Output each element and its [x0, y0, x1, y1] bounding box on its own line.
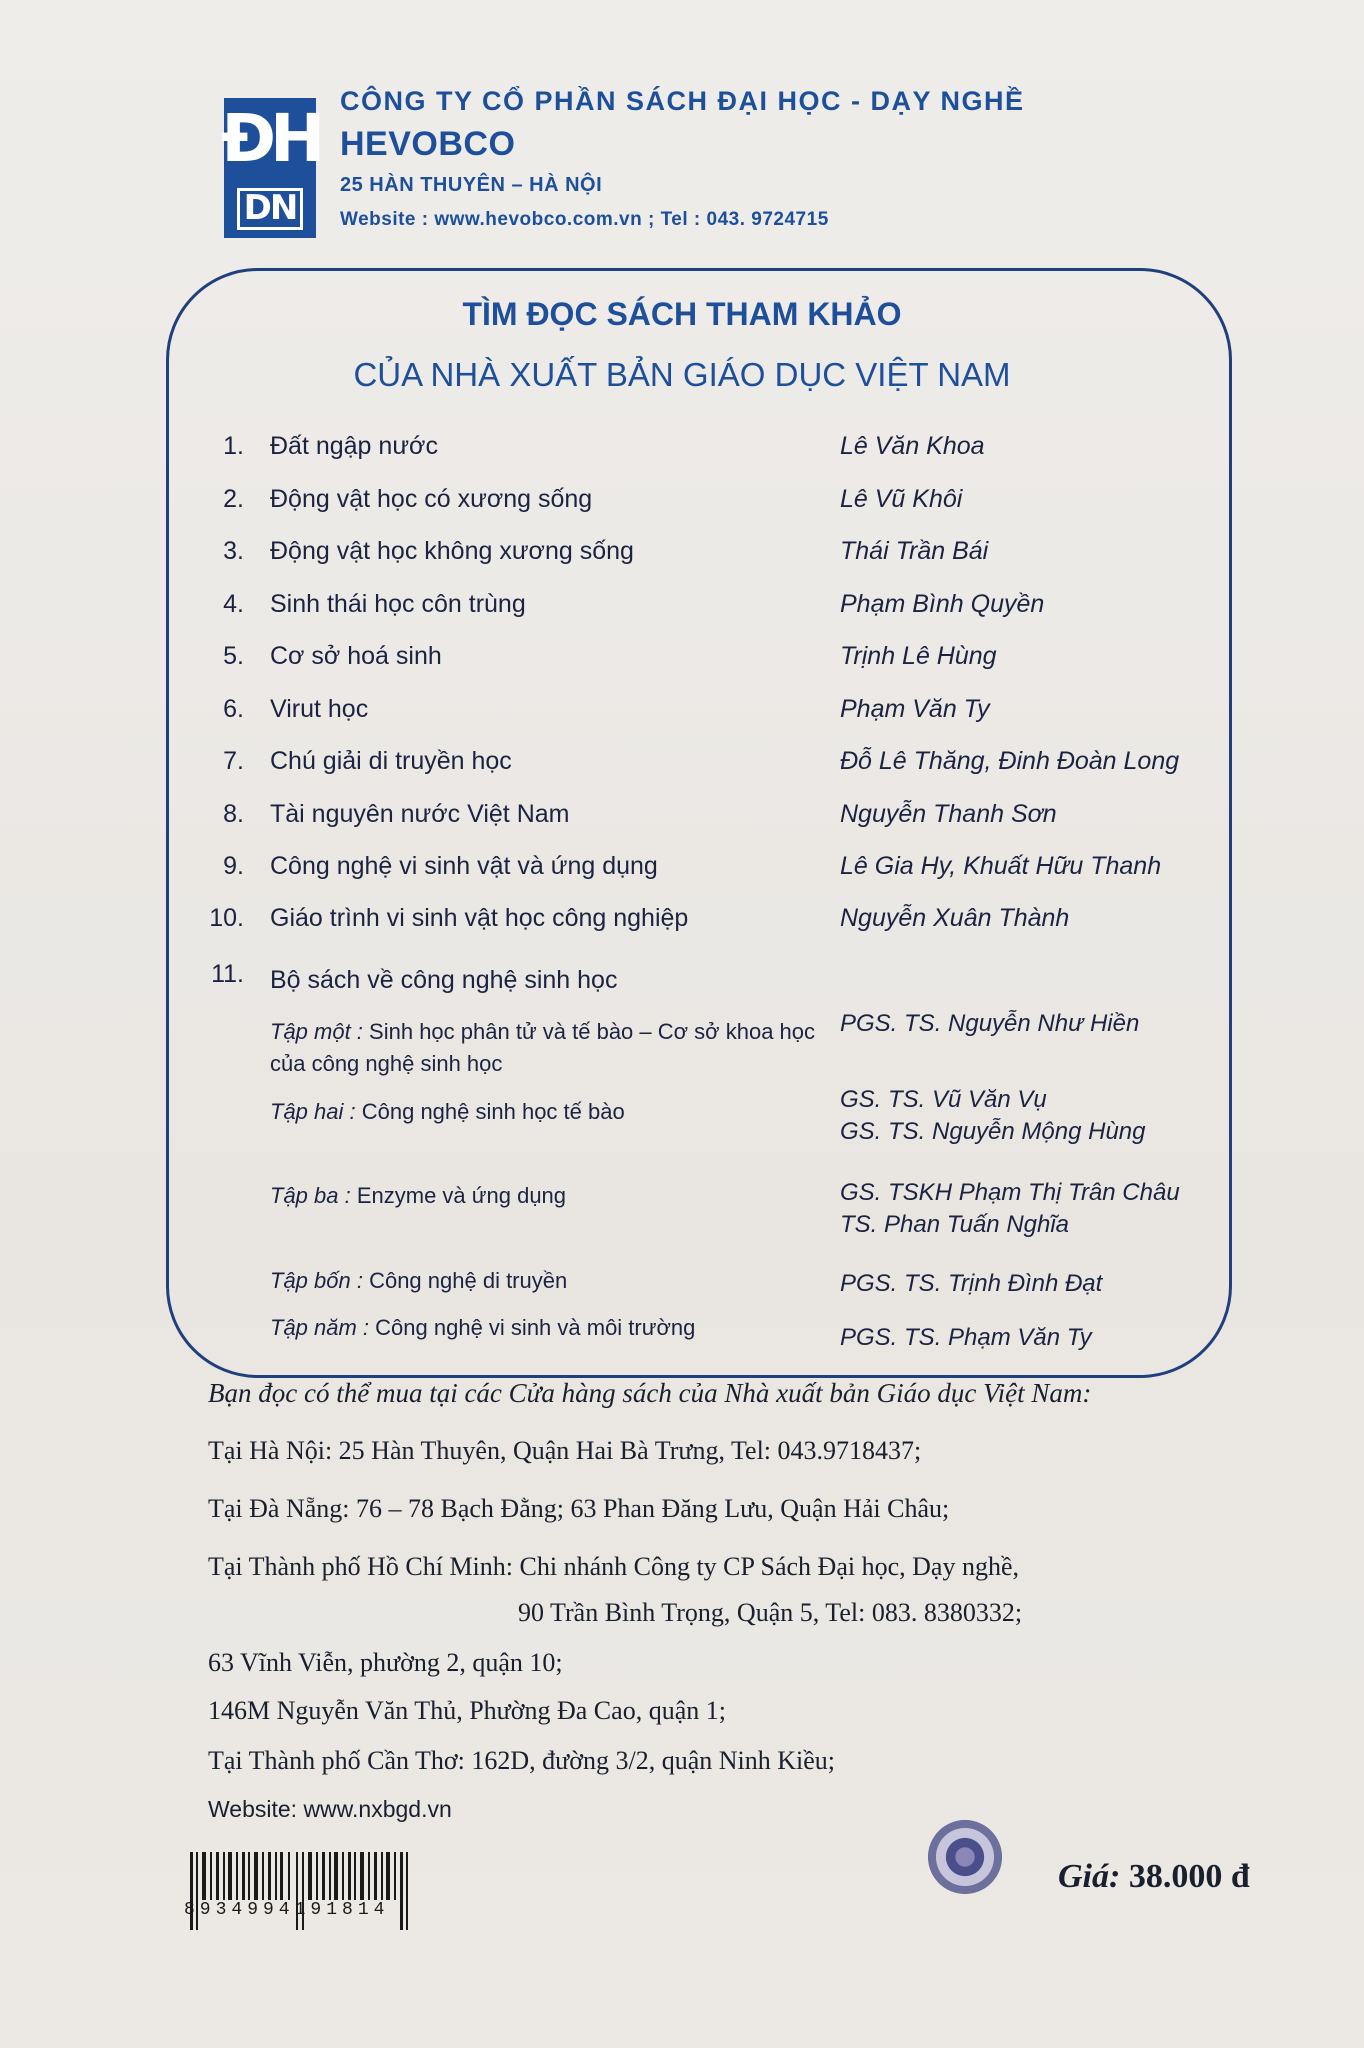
book-row: [0, 904, 1364, 948]
volume-author: GS. TSKH Phạm Thị Trân Châu: [840, 1179, 1180, 1206]
book-author: Nguyễn Xuân Thành: [840, 904, 1070, 932]
price-value: 38.000 đ: [1128, 1858, 1250, 1895]
volume-title: Công nghệ sinh học tế bào: [361, 1099, 625, 1124]
book-number: 1.: [223, 432, 244, 460]
volume-label: Tập ba :: [270, 1183, 351, 1208]
volume-title: Công nghệ di truyền: [369, 1268, 568, 1293]
volume-label: Tập năm :: [270, 1315, 370, 1340]
book-title: Bộ sách về công nghệ sinh học: [270, 966, 618, 994]
book-number: 2.: [223, 485, 244, 513]
book-row: [0, 800, 1364, 844]
store-hcm-3: 146M Nguyễn Văn Thủ, Phường Đa Cao, quận 1;: [208, 1696, 726, 1725]
store-hcm-branch: 90 Trần Bình Trọng, Quận 5, Tel: 083. 8380332;: [518, 1598, 1023, 1627]
store-danang: Tại Đà Nẵng: 76 – 78 Bạch Đằng; 63 Phan Đăng Lưu, Quận Hải Châu;: [208, 1494, 950, 1523]
volume-label: Tập bốn :: [270, 1268, 363, 1293]
publisher-company: CÔNG TY CỔ PHẦN SÁCH ĐẠI HỌC - DẠY NGHỀ: [340, 86, 1025, 116]
store-cantho: Tại Thành phố Cần Thơ: 162D, đường 3/2, quận Ninh Kiều;: [208, 1746, 836, 1775]
book-author: Lê Gia Hy, Khuất Hữu Thanh: [840, 852, 1162, 880]
book-row: [0, 537, 1364, 581]
volume-author: PGS. TS. Trịnh Đình Đạt: [840, 1270, 1103, 1297]
price-label: Giá:: [1058, 1858, 1121, 1895]
book-author: Trịnh Lê Hùng: [840, 642, 997, 670]
volume-entry: [270, 1312, 820, 1344]
book-row: [0, 747, 1364, 791]
book-number: 11.: [211, 960, 244, 988]
book-row: [0, 642, 1364, 686]
book-title: Virut học: [270, 695, 369, 723]
volume-label: Tập một :: [270, 1019, 363, 1044]
publisher-contact: Website : www.hevobco.com.vn ; Tel : 043. 9724715: [340, 209, 829, 230]
barcode-digits: 8934994191814: [184, 1900, 390, 1920]
book-row: [0, 960, 1364, 1010]
volume-entry: [270, 1180, 820, 1212]
book-title: Giáo trình vi sinh vật học công nghiệp: [270, 904, 689, 932]
book-author: Thái Trần Bái: [840, 537, 989, 565]
book-row: [0, 590, 1364, 634]
book-number: 3.: [223, 537, 244, 565]
list-heading: TÌM ĐỌC SÁCH THAM KHẢO: [462, 296, 902, 332]
publisher-address: 25 HÀN THUYÊN – HÀ NỘI: [340, 174, 603, 196]
store-hcm: Tại Thành phố Hồ Chí Minh: Chi nhánh Công ty CP Sách Đại học, Dạy nghề,: [208, 1552, 1019, 1581]
volume-entry: [270, 1096, 820, 1128]
book-title: Công nghệ vi sinh vật và ứng dụng: [270, 852, 658, 880]
volume-entry: [270, 1016, 820, 1080]
volume-label: Tập hai :: [270, 1099, 356, 1124]
book-number: 5.: [223, 642, 244, 670]
logo-top-letters: ĐH: [220, 100, 320, 178]
volume-entry: [270, 1265, 820, 1297]
volume-author: GS. TS. Vũ Văn Vụ: [840, 1086, 1047, 1113]
volume-title: Sinh học phân tử và tế bào – Cơ sở khoa học của công nghệ sinh học: [270, 1019, 816, 1076]
book-row: [0, 432, 1364, 476]
volume-author: TS. Phan Tuấn Nghĩa: [840, 1211, 1070, 1238]
publisher-logo: [220, 98, 320, 238]
store-website: Website: www.nxbgd.vn: [208, 1796, 452, 1822]
book-number: 4.: [223, 590, 244, 618]
volume-author: PGS. TS. Nguyễn Như Hiền: [840, 1010, 1140, 1037]
book-number: 6.: [223, 695, 244, 723]
volume-author: GS. TS. Nguyễn Mộng Hùng: [840, 1118, 1146, 1145]
volume-title: Công nghệ vi sinh và môi trường: [375, 1315, 696, 1340]
book-title: Cơ sở hoá sinh: [270, 642, 442, 670]
store-hanoi: Tại Hà Nội: 25 Hàn Thuyên, Quận Hai Bà Trưng, Tel: 043.9718437;: [208, 1436, 922, 1465]
book-title: Tài nguyên nước Việt Nam: [270, 800, 570, 828]
store-hcm-2: 63 Vĩnh Viễn, phường 2, quận 10;: [208, 1648, 563, 1677]
book-number: 7.: [223, 747, 244, 775]
book-row: [0, 695, 1364, 739]
publisher-info: [340, 86, 1025, 231]
book-title: Động vật học có xương sống: [270, 485, 593, 513]
price-tag: [1058, 1858, 1250, 1896]
volume-title: Enzyme và ứng dụng: [356, 1183, 567, 1208]
book-author: Đỗ Lê Thăng, Đinh Đoàn Long: [840, 747, 1180, 775]
book-author: Lê Vũ Khôi: [840, 485, 963, 513]
book-number: 8.: [223, 800, 244, 828]
book-number: 9.: [223, 852, 244, 880]
book-title: Sinh thái học côn trùng: [270, 590, 526, 618]
list-subheading: CỦA NHÀ XUẤT BẢN GIÁO DỤC VIỆT NAM: [353, 356, 1011, 393]
book-title: Chú giải di truyền học: [270, 747, 512, 775]
book-author: Phạm Bình Quyền: [840, 590, 1045, 618]
book-author: Lê Văn Khoa: [840, 432, 985, 460]
book-row: [0, 485, 1364, 529]
volume-author: PGS. TS. Phạm Văn Ty: [840, 1324, 1092, 1351]
book-author: Nguyễn Thanh Sơn: [840, 800, 1057, 828]
book-author: Phạm Văn Ty: [840, 695, 990, 723]
publisher-seal-icon: [928, 1820, 1002, 1894]
book-title: Động vật học không xương sống: [270, 537, 634, 565]
publisher-brand: HEVOBCO: [340, 125, 516, 163]
book-title: Đất ngập nước: [270, 432, 438, 460]
book-number: 10.: [209, 904, 244, 932]
store-intro: Bạn đọc có thể mua tại các Cửa hàng sách của Nhà xuất bản Giáo dục Việt Nam:: [208, 1378, 1092, 1408]
book-row: [0, 852, 1364, 896]
logo-bottom-letters: DN: [237, 188, 304, 230]
